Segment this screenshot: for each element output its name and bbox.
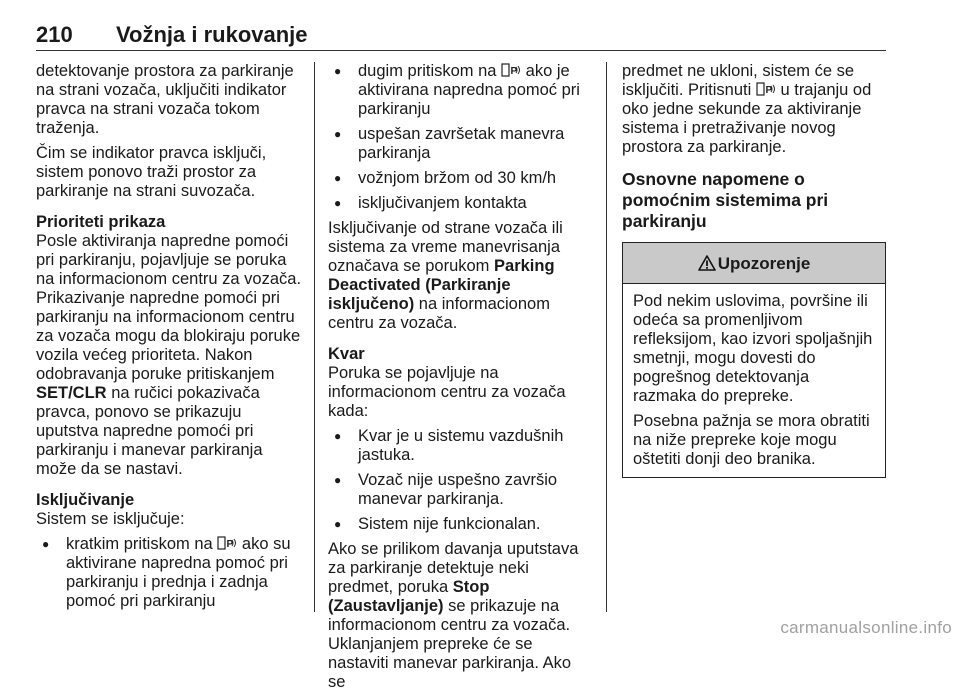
button-name: SET/CLR [36,384,107,402]
svg-text:P: P [510,66,518,77]
paragraph: Čim se indikator pravca isključi, sistem ponovo traži prostor za parkiranje na strani suvozača. [36,144,267,200]
parking-assist-icon [501,63,521,77]
list-item: ● Vozač nije uspešno završio manevar parkiranja. [328,471,592,509]
list-item: ● Kvar je u sistemu vazdušnih jastuka. [328,427,592,465]
section-title: Osnovne napomene o pomoćnim sistemima pri parkiranju [622,169,829,231]
paragraph: Poruka se pojavljuje na informacionom centru za vozača kada: [328,364,566,420]
text-run: na ručici pokazivača pravca, ponovo se prikazuju uputstva napredne pomoći pri parkiranju i manevar parkiranja može da se nastavi. [36,384,263,478]
text-run: se prikazuje na informacionom centru za vozača. Uklanjanjem prepreke će se nastaviti manevar parkiranja. Ako se [328,597,572,691]
watermark: carmanualsonline.info [780,618,952,637]
paragraph: detektovanje prostora za parkiranje na strani vozača, uključiti indikator pravca na strani vozača tokom traženja. [36,62,294,137]
heading-priority: Prioriteti prikaza [36,213,166,231]
text-run: ako su aktivirane napredna pomoć pri parkiranju i prednja i zadnja pomoć pri parkiranju [66,535,291,610]
text-run: u trajanju od oko jedne sekunde za aktiviranje sistema i pretraživanje novog prostora za parkiranje. [622,81,872,156]
list [36,535,302,611]
column-divider [314,62,315,612]
text-run: dugim pritiskom na [358,62,497,80]
list-item: ● Sistem nije funkcionalan. [328,515,592,534]
text-run: ako je aktivirana napredna pomoć pri parkiranju [358,62,580,118]
text-run: Isključivanje od strane vozača ili sistema za vreme manevrisanja označava se porukom [328,219,563,275]
list [328,62,592,213]
heading-off: Isključivanje [36,491,135,509]
page-header [36,22,886,52]
paragraph [328,540,592,692]
column-1 [36,62,302,617]
paragraph: Posebna pažnja se mora obratiti na niže prepreke koje mogu oštetiti donji deo branika. [633,412,870,468]
paragraph [622,62,886,157]
paragraph: Pod nekim uslovima, površine ili odeća sa promenljivom refleksijom, kao izvori spoljašnjih smetnji, mogu dovesti do pogrešnog detektovanja razmaka do prepreke. [633,292,873,405]
column-3 [622,62,886,478]
parking-assist-icon [217,536,237,550]
warning-body [623,284,885,477]
list-item [328,62,592,119]
parking-assist-icon [756,82,776,96]
text-run: kratkim pritiskom na [66,535,213,553]
text-run: Ako se prilikom davanja uputstava za parkiranje detektuje neki predmet, poruka [328,540,579,596]
svg-text:P: P [765,85,773,96]
warning-title: Upozorenje [717,253,811,273]
text-run: na informacionom centru za vozača. [328,295,550,332]
text-run: Posle aktiviranja napredne pomoći pri parkiranju, pojavljuje se poruka na informacionom centru za vozača. Prikazivanje napredne pomoći pri parkiranju na informacionom centru za vozača mogu da blokiraju poruke vozila većeg prioriteta. Nakon odobravanja poruke pritiskanjem [36,232,302,383]
svg-text:P: P [226,539,234,550]
paragraph [36,232,302,479]
paragraph: Sistem se isključuje: [36,510,185,528]
header-rule [36,50,886,51]
warning-triangle-icon [698,255,716,271]
list-item: ● uspešan završetak manevra parkiranja [328,125,592,163]
chapter-title: Vožnja i rukovanje [116,22,308,47]
warning-box [622,242,886,478]
warning-header [623,243,885,284]
list-item: ● vožnjom bržom od 30 km/h [328,169,592,188]
message-name: Parking Deactivated (Parkiranje isključeno) [328,257,555,313]
text-run: predmet ne ukloni, sistem će se isključiti. Pritisnuti [622,62,855,99]
heading-fault: Kvar [328,345,365,363]
column-2 [328,62,592,698]
list-item: ● isključivanjem kontakta [328,194,592,213]
list [328,427,592,534]
page-number: 210 [36,22,73,47]
paragraph [328,219,592,333]
message-name: Stop (Zaustavljanje) [328,578,490,615]
list-item [36,535,302,611]
column-divider [606,62,607,612]
